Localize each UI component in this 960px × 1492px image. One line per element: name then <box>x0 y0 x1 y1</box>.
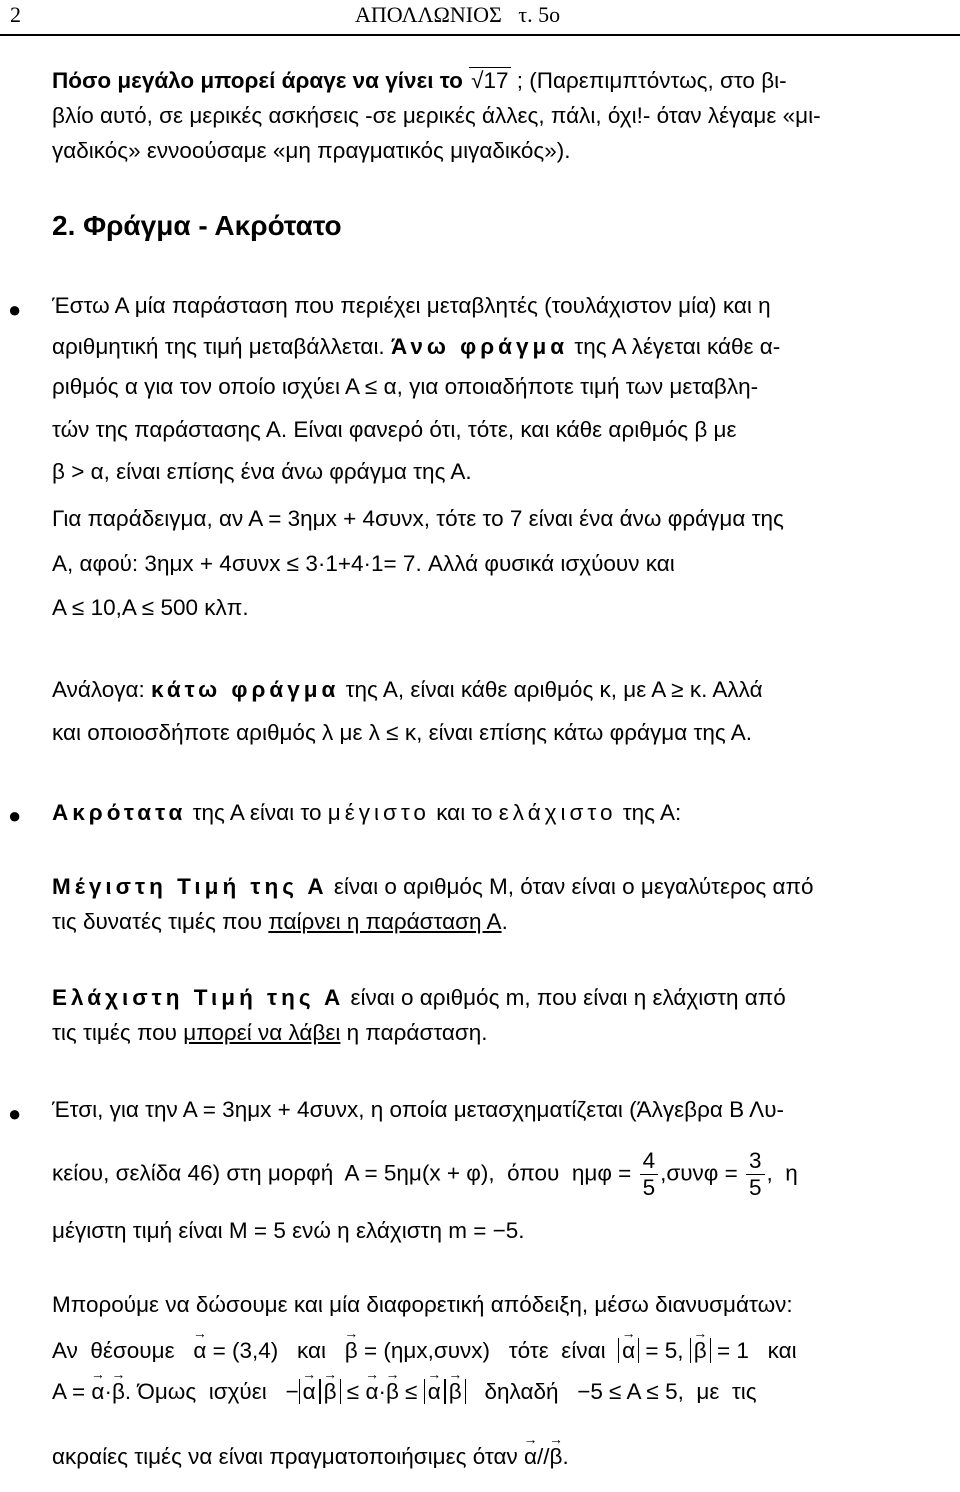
bullet-1: ● <box>8 297 22 322</box>
norm-alpha: → α <box>618 1338 639 1363</box>
p4-line-1: Μέγιστη Τιμή της Α είναι ο αριθμός Μ, όταν είναι ο μεγαλύτερος από <box>52 874 814 899</box>
section-heading: 2. Φράγμα - Ακρότατο <box>52 210 342 241</box>
p1-line-2: αριθμητική της τιμή μεταβάλλεται. Άνω φράγμα της Α λέγεται κάθε α- <box>52 334 781 359</box>
term-lower-bound: κάτω φράγμα <box>151 677 340 702</box>
vector-beta: → β <box>345 1337 358 1365</box>
p1-line-3: ριθμός α για τον οποίο ισχύει Α ≤ α, για οποιαδήποτε τιμή των μεταβλη- <box>52 374 759 399</box>
bullet-2: ● <box>8 803 22 828</box>
p1-line-1: Έστω Α μία παράσταση που περιέχει μεταβλητές (τουλάχιστον μία) και η <box>52 293 771 318</box>
p1-line-8: Α ≤ 10,Α ≤ 500 κλπ. <box>52 595 249 620</box>
p2-line-2: και οποιοσδήποτε αριθμός λ με λ ≤ κ, είναι επίσης κάτω φράγμα της Α. <box>52 720 752 745</box>
intro-line-3: γαδικός» εννοούσαμε «μη πραγματικός μιγαδικός»). <box>52 138 571 163</box>
p7-line-1: Μπορούμε να δώσουμε και μία διαφορετική απόδειξη, μέσω διανυσμάτων: <box>52 1292 793 1317</box>
p6-line-3: μέγιστη τιμή είναι Μ = 5 ενώ η ελάχιστη m = −5. <box>52 1218 525 1243</box>
p2-line-1: Ανάλογα: κάτω φράγμα της Α, είναι κάθε αριθμός κ, με Α ≥ κ. Αλλά <box>52 677 763 702</box>
running-title: ΑΠΟΛΛΩΝΙΟΣ τ. 5ο <box>355 2 561 27</box>
sqrt-17: √17 <box>471 68 509 93</box>
p7-line-4: ακραίες τιμές να είναι πραγματοποιήσιμες όταν → α//→ β. <box>52 1443 946 1471</box>
p7-line-2: Αν θέσουμε → α = (3,4) και → β = (ημx,συνx) τότε είναι → α = 5, → β = 1 και <box>52 1337 946 1365</box>
p1-line-6: Για παράδειγμα, αν Α = 3ημx + 4συνx, τότε το 7 είναι ένα άνω φράγμα της <box>52 506 784 531</box>
header-rule <box>0 34 960 36</box>
p5-line-2: τις τιμές που μπορεί να λάβει η παράσταση. <box>52 1020 488 1045</box>
p7-line-3: Α = → α·→ β. Όμως ισχύει −→ α→ β ≤ → α·→ β ≤ → α→ β δηλαδή −5 ≤ Α ≤ 5, με τις <box>52 1378 946 1406</box>
page-number: 2 <box>10 2 21 27</box>
norm-beta: → β <box>690 1338 711 1363</box>
term-upper-bound: Άνω φράγμα <box>390 334 569 359</box>
fraction-3-5: $\frac{3}{5}$ <box>746 1148 765 1201</box>
term-max-value: Μέγιστη Τιμή της Α <box>52 874 328 899</box>
p3-line: Ακρότατα της Α είναι το μέγιστο και το ελάχιστο της Α: <box>52 800 682 825</box>
term-extrema: Ακρότατα <box>52 800 187 825</box>
page-header <box>0 0 960 30</box>
vector-alpha: → α <box>193 1337 206 1365</box>
p1-line-4: τών της παράστασης Α. Είναι φανερό ότι, τότε, και κάθε αριθμός β με <box>52 417 737 442</box>
fraction-4-5: $\frac{4}{5}$ <box>640 1148 659 1201</box>
p6-line-1: Έτσι, για την Α = 3ημx + 4συνx, η οποία μετασχηματίζεται (Άλγεβρα Β Λυ- <box>52 1097 785 1122</box>
p5-line-1: Ελάχιστη Τιμή της Α είναι ο αριθμός m, που είναι η ελάχιστη από <box>52 985 786 1010</box>
p4-line-2: τις δυνατές τιμές που παίρνει η παράσταση Α. <box>52 909 508 934</box>
bullet-3: ● <box>8 1101 22 1126</box>
intro-line-1: Πόσο μεγάλο μπορεί άραγε να γίνει το √17 ; (Παρεπιμπτόντως, στο βι- <box>52 68 787 93</box>
p1-line-7: Α, αφού: 3ημx + 4συνx ≤ 3·1+4·1= 7. Αλλά φυσικά ισχύουν και <box>52 551 675 576</box>
p6-line-2: κείου, σελίδα 46) στη μορφή Α = 5ημ(x + φ), όπου ημφ = $\frac{4}{5}$ ,συνφ = $\frac{3}{5}$ , η <box>52 1148 798 1200</box>
intro-line-2: βλίο αυτό, σε μερικές ασκήσεις -σε μερικές άλλες, πάλι, όχι!- όταν λέγαμε «μι- <box>52 103 821 128</box>
term-min-value: Ελάχιστη Τιμή της Α <box>52 985 345 1010</box>
p1-line-5: β > α, είναι επίσης ένα άνω φράγμα της Α. <box>52 459 472 484</box>
